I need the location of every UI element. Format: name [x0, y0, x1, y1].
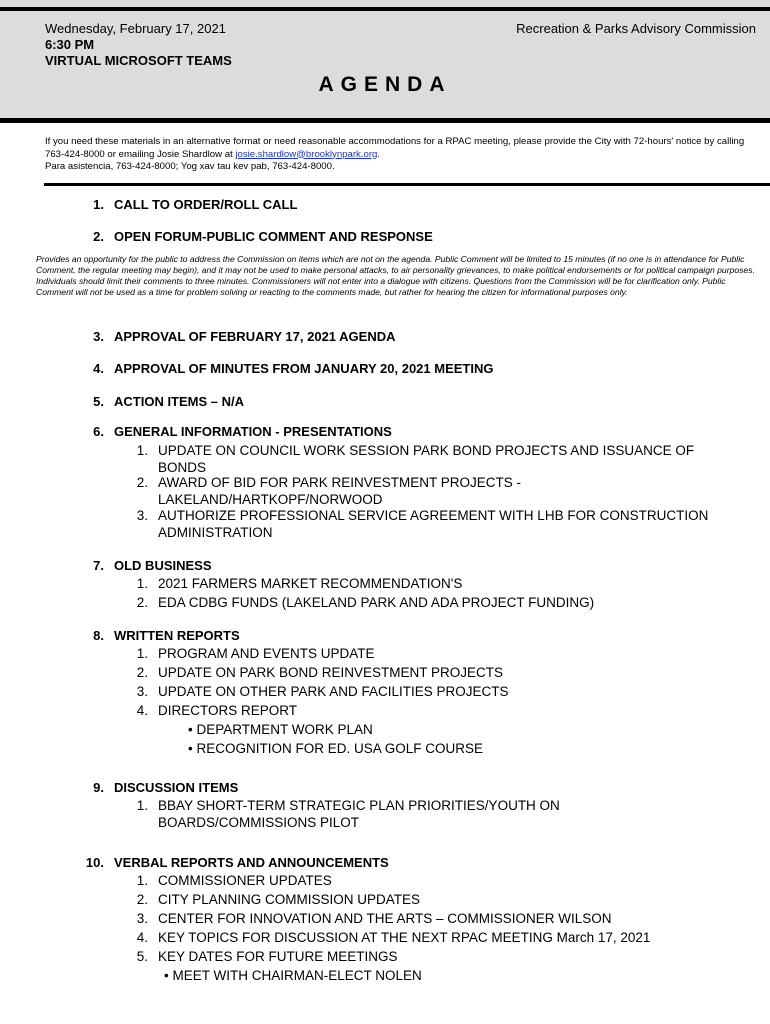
item-number: 1.	[93, 197, 104, 212]
sub-item-text: AWARD OF BID FOR PARK REINVESTMENT PROJECTS - LAKELAND/HARTKOPF/NORWOOD	[158, 475, 522, 507]
meeting-time: 6:30 PM	[45, 37, 95, 52]
item-number: 4.	[93, 361, 104, 376]
notice-text: If you need these materials in an alternative format or need reasonable accommodations for a RPAC meeting, please provide the City with 72-hours' notice by calling 763-424-8000 or emailing Josie Shardlow at	[45, 136, 745, 160]
sub-item-number: 2.	[136, 595, 148, 610]
sub-item-text: DIRECTORS REPORT	[158, 703, 298, 718]
sub-item-text: UPDATE ON OTHER PARK AND FACILITIES PROJECTS	[158, 684, 509, 699]
email-link[interactable]: josie.shardlow@brooklynpark.org	[235, 148, 378, 160]
sub-item-number: 1.	[136, 646, 148, 661]
item-label: ACTION ITEMS – N/A	[114, 394, 245, 409]
notice-translation: Para asistencia, 763-424-8000; Yog xav tau kev pab, 763-424-8000.	[45, 161, 335, 172]
sub-item-number: 1.	[136, 873, 148, 888]
sub-item-text: KEY DATES FOR FUTURE MEETINGS	[158, 949, 398, 964]
page-title: AGENDA	[318, 73, 452, 96]
item-label: CALL TO ORDER/ROLL CALL	[114, 197, 298, 212]
item-label: OLD BUSINESS	[114, 558, 212, 573]
item-label: VERBAL REPORTS AND ANNOUNCEMENTS	[114, 855, 389, 870]
sub-item-number: 3.	[136, 911, 148, 926]
item-label: OPEN FORUM-PUBLIC COMMENT AND RESPONSE	[114, 229, 433, 244]
item-label: APPROVAL OF MINUTES FROM JANUARY 20, 2021 MEETING	[114, 361, 494, 376]
sub-item-number: 1.	[136, 576, 148, 591]
bullet-text: DEPARTMENT WORK PLAN	[196, 722, 373, 737]
sub-item-text: KEY TOPICS FOR DISCUSSION AT THE NEXT RPAC MEETING March 17, 2021	[158, 930, 651, 945]
bullet-text: RECOGNITION FOR ED. USA GOLF COURSE	[196, 741, 484, 756]
item-number: 9.	[93, 780, 104, 795]
header-top-rule	[0, 7, 770, 11]
sub-item-number: 1.	[136, 798, 148, 813]
sub-item-text: EDA CDBG FUNDS (LAKELAND PARK AND ADA PROJECT FUNDING)	[158, 595, 595, 610]
item-label: DISCUSSION ITEMS	[114, 780, 239, 795]
sub-item-number: 2.	[136, 665, 148, 680]
notice-text-end: .	[377, 148, 381, 160]
item-label: GENERAL INFORMATION - PRESENTATIONS	[114, 424, 392, 439]
item-number: 2.	[93, 229, 104, 244]
sub-item-number: 5.	[136, 949, 148, 964]
sub-item-number: 3.	[136, 508, 148, 523]
item-number: 3.	[93, 329, 104, 344]
bullet-item: • MEET WITH CHAIRMAN-ELECT NOLEN	[164, 968, 422, 983]
sub-item-text: CITY PLANNING COMMISSION UPDATES	[158, 892, 421, 907]
item-label: APPROVAL OF FEBRUARY 17, 2021 AGENDA	[114, 329, 396, 344]
sub-item-number: 4.	[136, 930, 148, 945]
item-number: 10.	[85, 855, 104, 870]
item-number: 6.	[93, 424, 104, 439]
notice-divider	[44, 183, 770, 186]
sub-item-text: BBAY SHORT-TERM STRATEGIC PLAN PRIORITIES/YOUTH ON BOARDS/COMMISSIONS PILOT	[158, 798, 560, 830]
header-bottom-rule	[0, 118, 770, 123]
bullet-item: • RECOGNITION FOR ED. USA GOLF COURSE	[188, 741, 484, 756]
sub-item-text: UPDATE ON COUNCIL WORK SESSION PARK BOND PROJECTS AND ISSUANCE OF BONDS	[158, 443, 695, 475]
sub-item-text: CENTER FOR INNOVATION AND THE ARTS – COMMISSIONER WILSON	[158, 911, 612, 926]
accessibility-notice	[45, 136, 765, 174]
bullet-item: • DEPARTMENT WORK PLAN	[188, 722, 373, 737]
item-number: 5.	[93, 394, 104, 409]
sub-item-number: 4.	[136, 703, 148, 718]
sub-item-text: UPDATE ON PARK BOND REINVESTMENT PROJECTS	[158, 665, 504, 680]
sub-item-text: COMMISSIONER UPDATES	[158, 873, 332, 888]
sub-item-text: PROGRAM AND EVENTS UPDATE	[158, 646, 375, 661]
sub-item-number: 2.	[136, 475, 148, 490]
item-label: WRITTEN REPORTS	[114, 628, 240, 643]
sub-item-number: 1.	[136, 443, 148, 458]
item-number: 7.	[93, 558, 104, 573]
sub-item-number: 2.	[136, 892, 148, 907]
sub-item-text: 2021 FARMERS MARKET RECOMMENDATION'S	[158, 576, 463, 591]
organization-name: Recreation & Parks Advisory Commission	[516, 21, 756, 36]
item-number: 8.	[93, 628, 104, 643]
sub-item-text: AUTHORIZE PROFESSIONAL SERVICE AGREEMENT WITH LHB FOR CONSTRUCTION ADMINISTRATION	[158, 508, 709, 540]
bullet-text: MEET WITH CHAIRMAN-ELECT NOLEN	[172, 968, 422, 983]
meeting-venue: VIRTUAL MICROSOFT TEAMS	[45, 53, 232, 68]
open-forum-description: Provides an opportunity for the public to address the Commission on items which are not on the agenda. Public Comment will be limited to 15 minutes (if no one is in attendance for Public Comment, the regular meeting may begin), and it may not be used to make personal attacks, to air personality grievances, to make political endorsements or for political campaign purposes. Individuals should limit their comments to three minutes. Commissioners will not enter into a dialogue with citizens. Questions from the Commission will be for clarification only. Public Comment will not be used as a time for problem solving or reacting to the comments made, but rather for hearing the citizen for informational purposes only.	[36, 254, 755, 297]
sub-item-number: 3.	[136, 684, 148, 699]
meeting-date: Wednesday, February 17, 2021	[45, 21, 226, 36]
